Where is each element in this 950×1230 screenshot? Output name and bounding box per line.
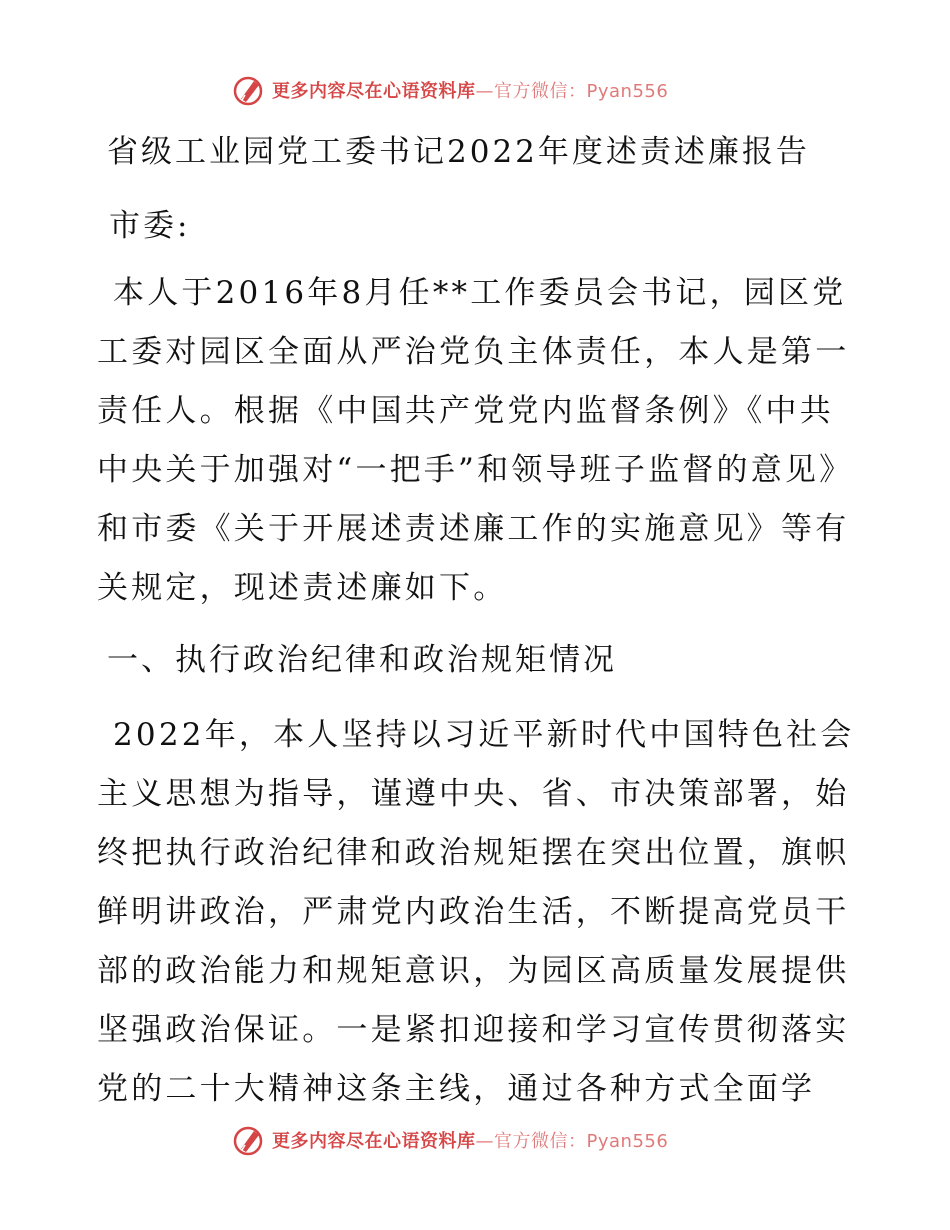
banner-text	[272, 77, 668, 103]
banner-sub-text: —官方微信：	[475, 1131, 587, 1152]
salutation: 市委:	[109, 208, 191, 244]
pen-logo-icon	[232, 1123, 266, 1157]
intro-paragraph: 本人于2016年8月任**工作委员会书记，园区党工委对园区全面从严治党负主体责任，本人是第一责任人。根据《中国共产党党内监督条例》《中共中央关于加强对“一把手”和领导班子监督的意见》和市委《关于开展述责述廉工作的实施意见》等有关规定，现述责述廉如下。	[97, 275, 854, 606]
banner-text	[272, 1127, 668, 1153]
section-heading: 一、执行政治纪律和政治规矩情况	[107, 642, 617, 678]
banner-main-text: 更多内容尽在心语资料库	[272, 81, 476, 102]
banner-sub-text: —官方微信：	[475, 81, 587, 102]
section-paragraph: 2022年，本人坚持以习近平新时代中国特色社会主义思想为指导，谨遵中央、省、市决策部署，始终把执行政治纪律和政治规矩摆在突出位置，旗帜鲜明讲政治，严肃党内政治生活，不断提高党员干部的政治能力和规矩意识，为园区高质量发展提供坚强政治保证。一是紧扣迎接和学习宣传贯彻落实党的二十大精神这条主线，通过各种方式全面学	[97, 717, 855, 1107]
header-banner	[232, 70, 752, 110]
pen-logo-icon	[232, 73, 266, 107]
footer-banner	[232, 1120, 752, 1160]
document-title: 省级工业园党工委书记2022年度述责述廉报告	[107, 134, 810, 170]
banner-main-text: 更多内容尽在心语资料库	[272, 1131, 476, 1152]
banner-handle: Pyan556	[586, 81, 669, 102]
banner-handle: Pyan556	[586, 1131, 669, 1152]
